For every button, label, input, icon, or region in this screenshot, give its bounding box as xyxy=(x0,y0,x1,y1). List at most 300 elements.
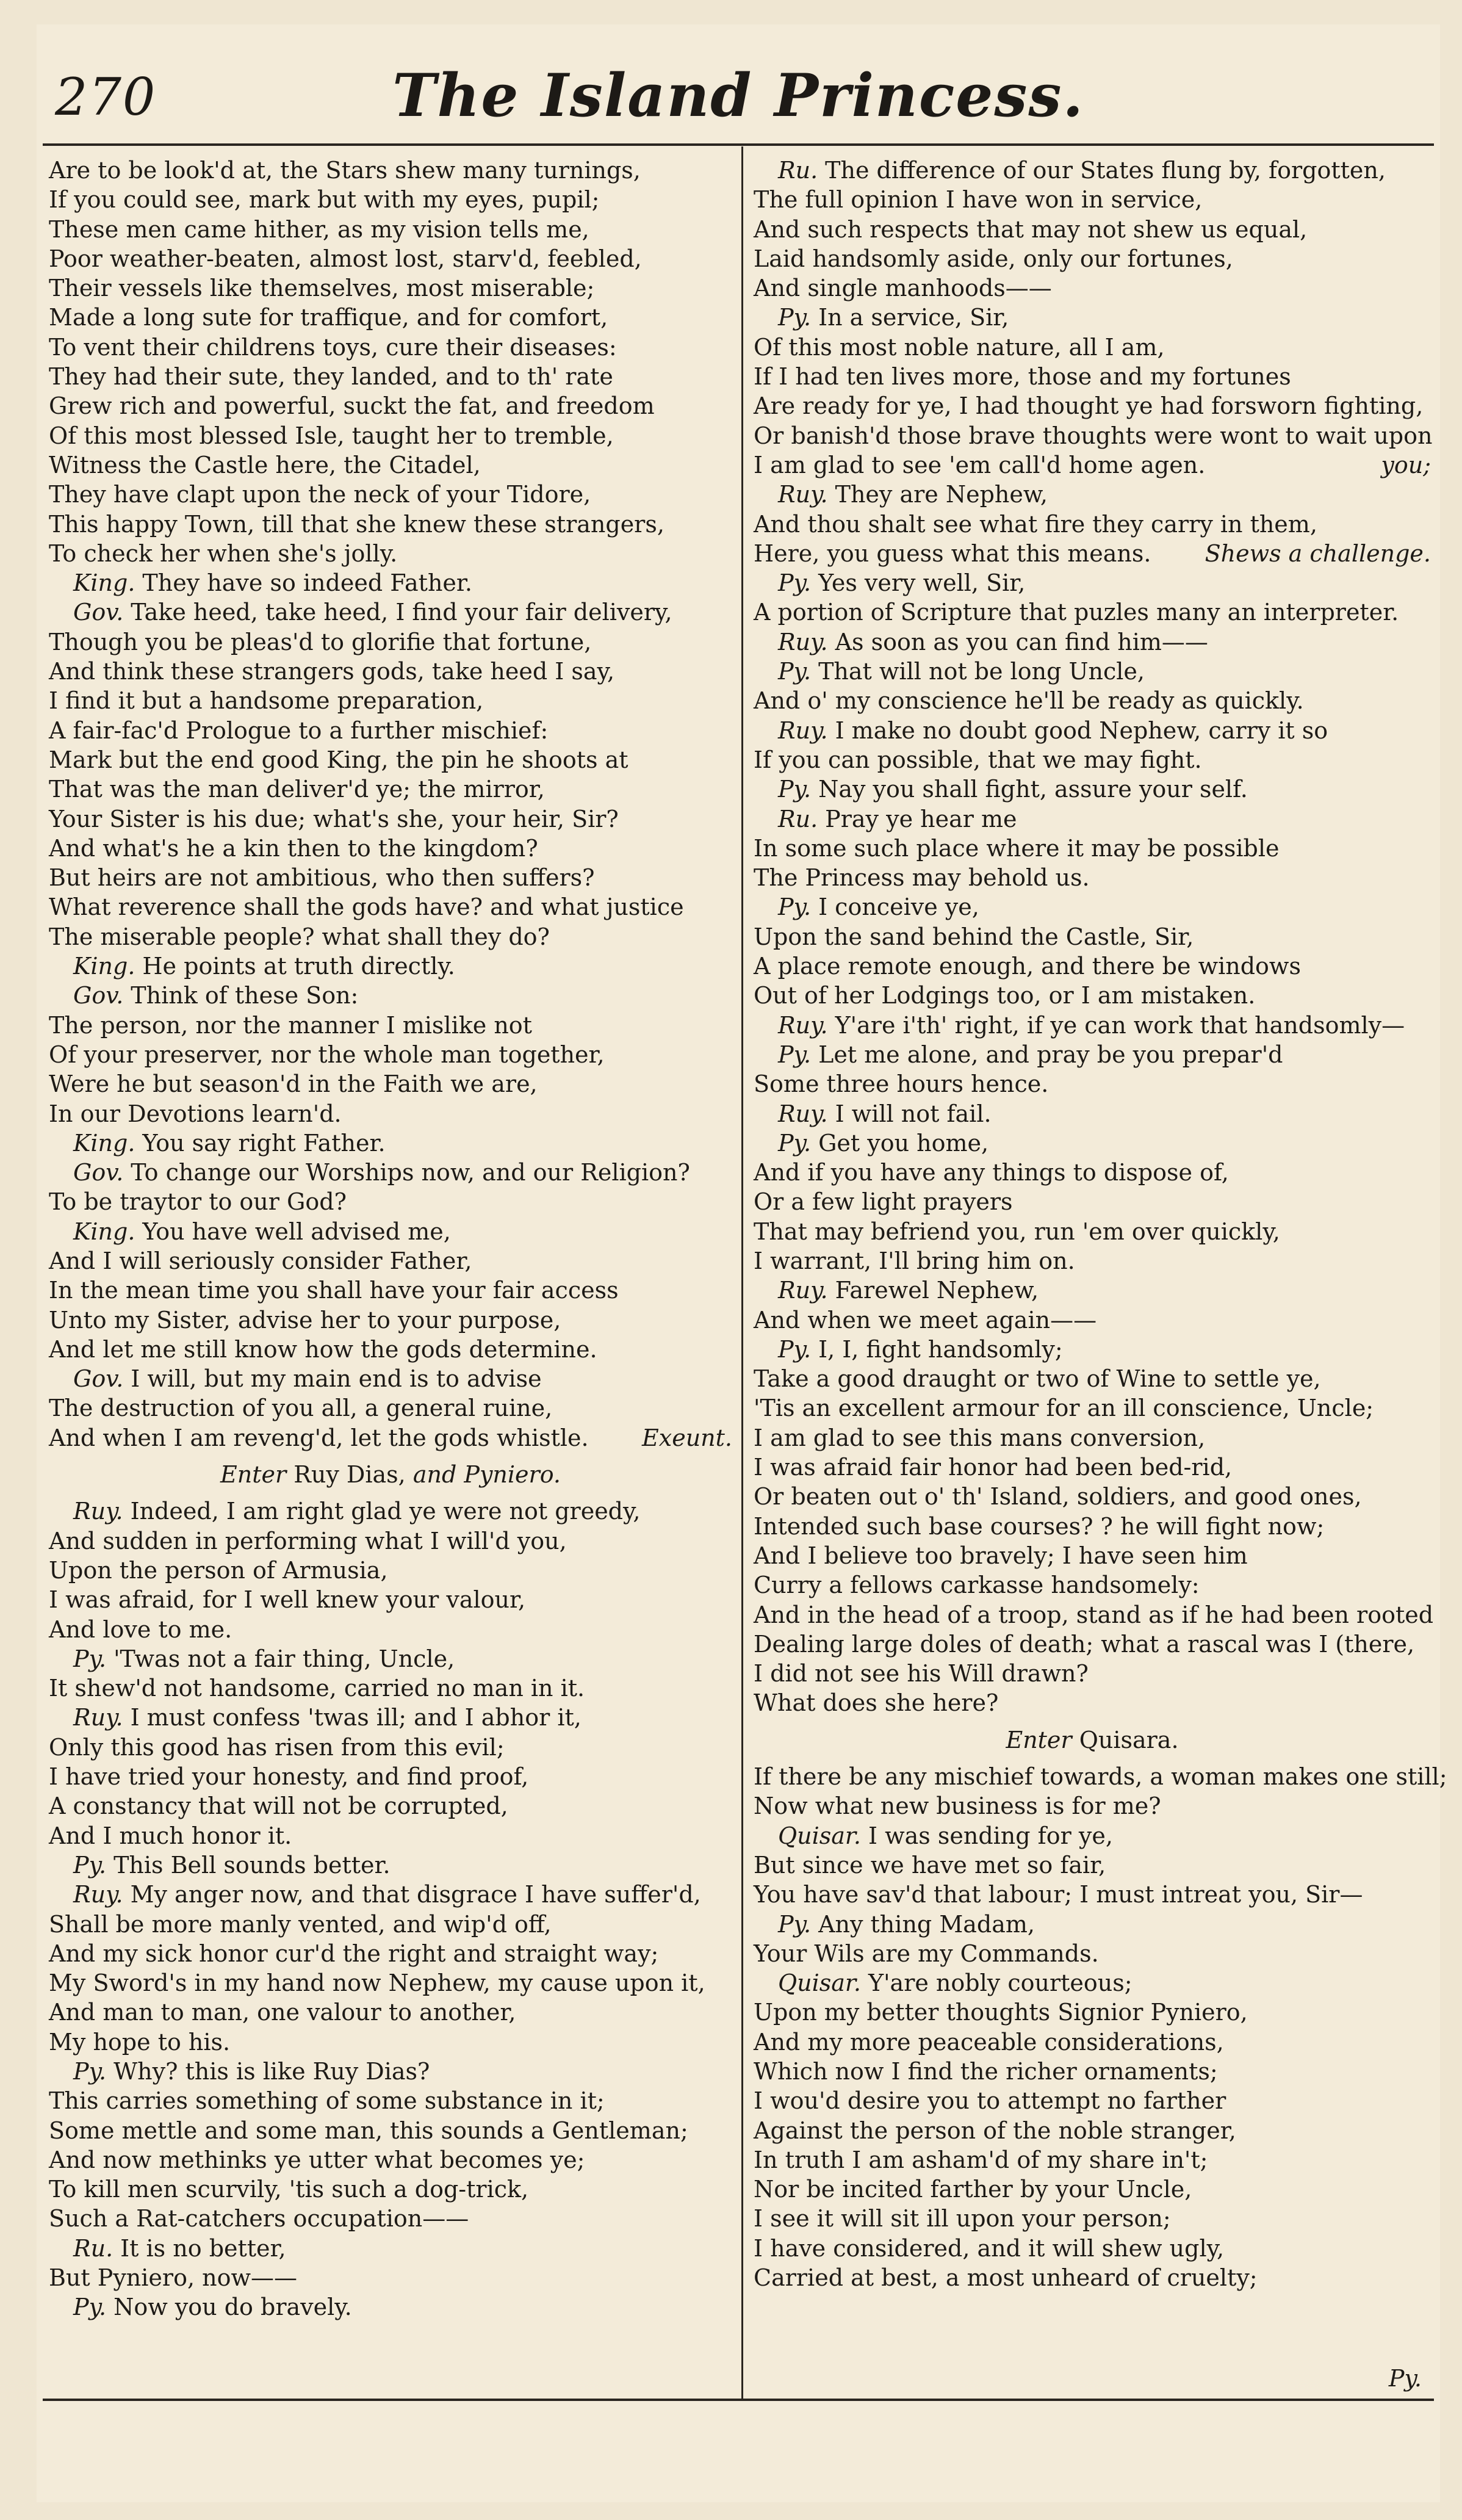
verse-line xyxy=(754,1453,1431,1482)
line-text: I have considered, and it will shew ugly, xyxy=(754,2234,1225,2262)
verse-line xyxy=(49,1040,732,1069)
line-text: They had their sute, they landed, and to th' rate xyxy=(49,363,613,391)
line-text: And I will seriously consider Father, xyxy=(49,1247,472,1274)
verse-line xyxy=(754,2234,1431,2263)
verse-line xyxy=(49,1733,732,1762)
line-text: Any thing Madam, xyxy=(818,1910,1035,1938)
line-text: Such a Rat-catchers occupation—— xyxy=(49,2205,469,2233)
verse-line xyxy=(754,1364,1431,1393)
verse-line xyxy=(49,1128,732,1158)
line-text: Laid handsomly aside, only our fortunes, xyxy=(754,245,1233,272)
book-page xyxy=(37,24,1447,2502)
line-text: My hope to his. xyxy=(49,2028,231,2056)
speaker-name: King. xyxy=(73,953,135,980)
line-text: Poor weather-beaten, almost lost, starv'd, feebled, xyxy=(49,245,642,272)
verse-line xyxy=(49,273,732,303)
line-text: Take a good draught or two of Wine to settle ye, xyxy=(754,1365,1321,1393)
verse-line xyxy=(49,1585,732,1614)
verse-line xyxy=(49,657,732,686)
verse-line xyxy=(754,185,1431,214)
stage-character: Ruy Dias, xyxy=(293,1461,406,1489)
line-text: The person, nor the manner I mislike not xyxy=(49,1011,532,1039)
verse-line xyxy=(754,1998,1431,2027)
speaker-name: Ruy. xyxy=(778,628,828,655)
verse-line xyxy=(754,1217,1431,1246)
line-text: In some such place where it may be possible xyxy=(754,834,1280,862)
speaker-name: Ruy. xyxy=(778,1011,828,1039)
line-text: The miserable people? what shall they do? xyxy=(49,923,550,950)
verse-line xyxy=(754,1762,1447,1791)
speaker-name: Py. xyxy=(73,1851,107,1879)
verse-line xyxy=(754,1821,1431,1850)
verse-line xyxy=(49,627,732,657)
verse-line xyxy=(754,480,1431,509)
line-text: And love to me. xyxy=(49,1616,232,1643)
line-text: Curry a fellows carkasse handsomely: xyxy=(754,1572,1200,1599)
verse-line xyxy=(754,391,1431,421)
line-text: And let me still know how the gods determine. xyxy=(49,1335,597,1363)
verse-line xyxy=(49,716,732,745)
speaker-name: Py. xyxy=(778,894,812,921)
line-text: The full opinion I have won in service, xyxy=(754,186,1203,214)
line-text: Nay you shall fight, assure your self. xyxy=(818,776,1248,803)
line-text: I conceive ye, xyxy=(818,894,979,921)
line-text: This carries something of some substance in it; xyxy=(49,2087,605,2115)
verse-line xyxy=(49,1423,732,1453)
line-text: Which now I find the richer ornaments; xyxy=(754,2058,1218,2085)
stage-character: Quisara. xyxy=(1079,1726,1179,1753)
speaker-name: Py. xyxy=(778,776,812,803)
line-text: Upon the sand behind the Castle, Sir, xyxy=(754,923,1194,950)
verse-line xyxy=(754,568,1431,598)
line-text: Grew rich and powerful, suckt the fat, and freedom xyxy=(49,392,655,420)
verse-line xyxy=(49,981,732,1010)
line-text: Are ready for ye, I had thought ye had forsworn fighting, xyxy=(754,392,1424,420)
verse-line xyxy=(754,1512,1431,1541)
speaker-name: Quisar. xyxy=(778,1969,862,1997)
verse-line xyxy=(49,1099,732,1128)
verse-line xyxy=(754,303,1431,332)
verse-line xyxy=(49,215,732,244)
verse-line xyxy=(49,1850,732,1880)
verse-line xyxy=(754,1850,1431,1880)
line-text: But since we have met so fair, xyxy=(754,1851,1106,1879)
verse-line xyxy=(49,686,732,715)
stage-direction xyxy=(754,1725,1431,1755)
top-rule xyxy=(43,143,1434,146)
speaker-name: King. xyxy=(73,1129,135,1157)
verse-line xyxy=(49,1246,732,1276)
line-text: To change our Worships now, and our Religion? xyxy=(131,1159,690,1186)
verse-line xyxy=(754,510,1431,539)
verse-line xyxy=(754,1791,1431,1821)
line-text: Or banish'd those brave thoughts were wont to wait upon xyxy=(754,422,1433,449)
line-text: To vent their childrens toys, cure their diseases: xyxy=(49,333,617,361)
line-text: Witness the Castle here, the Citadel, xyxy=(49,451,481,478)
verse-line xyxy=(754,774,1431,804)
verse-line xyxy=(49,1910,732,1939)
line-text: He points at truth directly. xyxy=(142,953,455,980)
running-title: The Island Princess. xyxy=(392,61,1084,130)
line-text: And I much honor it. xyxy=(49,1822,292,1849)
line-text: My Sword's in my hand now Nephew, my cause upon it, xyxy=(49,1969,705,1997)
line-text: In truth I am asham'd of my share in't; xyxy=(754,2146,1208,2173)
verse-line xyxy=(754,1910,1431,1939)
verse-line xyxy=(754,1069,1431,1099)
verse-line xyxy=(49,1496,732,1526)
verse-line xyxy=(754,598,1431,627)
marginal-direction: you; xyxy=(1381,451,1431,478)
line-text: The difference of our States flung by, forgotten, xyxy=(825,157,1386,184)
verse-line xyxy=(49,2234,732,2263)
verse-line xyxy=(754,1541,1431,1570)
verse-line xyxy=(49,1364,732,1393)
speaker-name: Py. xyxy=(778,1129,812,1157)
verse-line xyxy=(49,1998,732,2027)
line-text: I will not fail. xyxy=(835,1100,992,1127)
line-text: I must confess 'twas ill; and I abhor it, xyxy=(130,1704,582,1731)
line-text: In a service, Sir, xyxy=(818,304,1009,331)
speaker-name: Ru. xyxy=(778,805,818,832)
verse-line xyxy=(754,686,1431,715)
verse-line xyxy=(754,156,1431,185)
verse-line xyxy=(49,2057,732,2086)
verse-line xyxy=(754,1158,1431,1187)
verse-line xyxy=(754,1246,1431,1276)
verse-line xyxy=(754,421,1431,450)
line-text: I warrant, I'll bring him on. xyxy=(754,1247,1075,1274)
verse-line xyxy=(754,1393,1431,1423)
line-text: I am glad to see 'em call'd home agen. xyxy=(754,451,1206,478)
line-text: Carried at best, a most unheard of cruelty; xyxy=(754,2264,1258,2292)
verse-line xyxy=(754,2175,1431,2204)
line-text: My anger now, and that disgrace I have suffer'd, xyxy=(130,1881,701,1908)
marginal-direction: Exeunt. xyxy=(642,1424,732,1451)
verse-line xyxy=(49,391,732,421)
line-text: Upon my better thoughts Signior Pyniero, xyxy=(754,1999,1248,2026)
verse-line xyxy=(49,510,732,539)
verse-line xyxy=(49,185,732,214)
verse-line xyxy=(49,1880,732,1909)
verse-line xyxy=(49,1968,732,1998)
verse-line xyxy=(754,1968,1431,1998)
line-text: 'Twas not a fair thing, Uncle, xyxy=(113,1645,455,1672)
verse-line xyxy=(49,1526,732,1556)
verse-line xyxy=(49,804,732,834)
speaker-name: Ruy. xyxy=(778,717,828,744)
line-text: I was sending for ye, xyxy=(868,1822,1113,1849)
verse-line xyxy=(754,716,1431,745)
line-text: Why? this is like Ruy Dias? xyxy=(113,2058,430,2085)
verse-line xyxy=(49,2175,732,2204)
line-text: Upon the person of Armusia, xyxy=(49,1556,388,1584)
verse-line xyxy=(754,2086,1431,2115)
verse-line xyxy=(49,1393,732,1423)
speaker-name: Py. xyxy=(73,2294,107,2321)
line-text: These men came hither, as my vision tells me, xyxy=(49,215,589,243)
verse-line xyxy=(754,1276,1431,1305)
line-text: And such respects that may not shew us equal, xyxy=(754,215,1308,243)
line-text: And my more peaceable considerations, xyxy=(754,2028,1224,2056)
line-text: To kill men scurvily, 'tis such a dog-trick, xyxy=(49,2176,529,2203)
line-text: Indeed, I am right glad ye were not greedy, xyxy=(130,1498,641,1525)
line-text: And single manhoods—— xyxy=(754,275,1052,302)
verse-line xyxy=(754,2204,1431,2233)
verse-line xyxy=(49,834,732,863)
verse-line xyxy=(49,1821,732,1850)
line-text: Shall be more manly vented, and wip'd off, xyxy=(49,1910,552,1938)
line-text: It shew'd not handsome, carried no man in it. xyxy=(49,1675,585,1702)
verse-line xyxy=(49,1791,732,1821)
verse-line xyxy=(49,1305,732,1335)
speaker-name: Ru. xyxy=(778,157,818,184)
line-text: A fair-fac'd Prologue to a further mischief: xyxy=(49,717,549,744)
verse-line xyxy=(754,745,1431,774)
verse-line xyxy=(49,156,732,185)
line-text: In our Devotions learn'd. xyxy=(49,1100,342,1127)
verse-line xyxy=(49,2027,732,2057)
verse-line xyxy=(49,2145,732,2175)
line-text: And o' my conscience he'll be ready as quickly. xyxy=(754,687,1304,715)
verse-line xyxy=(754,2057,1431,2086)
speaker-name: Py. xyxy=(778,1041,812,1068)
line-text: It is no better, xyxy=(120,2234,286,2262)
line-text: And if you have any things to dispose of, xyxy=(754,1159,1229,1186)
verse-line xyxy=(754,863,1431,892)
verse-line xyxy=(49,1011,732,1040)
verse-line xyxy=(754,1570,1431,1600)
verse-line xyxy=(754,2263,1431,2292)
verse-line xyxy=(754,362,1431,391)
line-text: To be traytor to our God? xyxy=(49,1188,347,1216)
line-text: That will not be long Uncle, xyxy=(818,658,1145,685)
verse-line xyxy=(49,480,732,509)
verse-line xyxy=(754,951,1431,981)
line-text: Against the person of the noble stranger, xyxy=(754,2117,1236,2144)
stage-enter: Enter xyxy=(220,1461,287,1489)
line-text: What does she here? xyxy=(754,1689,999,1717)
line-text: Unto my Sister, advise her to your purpose, xyxy=(49,1306,561,1334)
verse-line xyxy=(754,2116,1431,2145)
verse-line xyxy=(49,1187,732,1216)
verse-line xyxy=(49,951,732,981)
line-text: I will, but my main end is to advise xyxy=(131,1365,542,1393)
verse-line xyxy=(49,1615,732,1644)
speaker-name: Gov. xyxy=(73,1159,124,1186)
line-text: I see it will sit ill upon your person; xyxy=(754,2205,1171,2233)
verse-line xyxy=(49,863,732,892)
line-text: What reverence shall the gods have? and what justice xyxy=(49,894,684,921)
line-text: Let me alone, and pray be you prepar'd xyxy=(818,1041,1283,1068)
line-text: I was afraid, for I well knew your valour, xyxy=(49,1586,526,1614)
line-text: Here, you guess what this means. xyxy=(754,540,1151,567)
verse-line xyxy=(49,2292,732,2322)
page-header xyxy=(43,49,1434,140)
verse-line xyxy=(49,539,732,568)
line-text: Now what new business is for me? xyxy=(754,1793,1161,1820)
line-text: A portion of Scripture that puzles many an interpreter. xyxy=(754,599,1399,626)
stage-enter: Enter xyxy=(1006,1726,1072,1753)
verse-line xyxy=(754,1335,1431,1364)
verse-line xyxy=(754,1880,1431,1909)
line-text: But Pyniero, now—— xyxy=(49,2264,297,2292)
line-text: Y'are i'th' right, if ye can work that handsomly— xyxy=(835,1011,1405,1039)
verse-line xyxy=(49,1276,732,1305)
verse-line xyxy=(754,892,1431,922)
line-text: And sudden in performing what I will'd you, xyxy=(49,1527,567,1554)
speaker-name: Gov. xyxy=(73,982,124,1009)
verse-line xyxy=(49,1158,732,1187)
verse-line xyxy=(754,1423,1431,1453)
speaker-name: Quisar. xyxy=(778,1822,862,1849)
line-text: I find it but a handsome preparation, xyxy=(49,687,484,715)
verse-line xyxy=(754,333,1431,362)
line-text: You have well advised me, xyxy=(142,1218,451,1245)
verse-line xyxy=(754,1659,1431,1688)
line-text: They have clapt upon the neck of your Tidore, xyxy=(49,481,591,508)
line-text: And think these strangers gods, take heed I say, xyxy=(49,658,615,685)
verse-line xyxy=(49,1556,732,1585)
verse-line xyxy=(754,450,1431,480)
stage-rest: and Pyniero. xyxy=(412,1461,561,1489)
verse-line xyxy=(754,1040,1431,1069)
line-text: The Princess may behold us. xyxy=(754,864,1090,892)
catchword: Py. xyxy=(1388,2365,1422,2392)
line-text: Pray ye hear me xyxy=(825,805,1017,832)
line-text: They are Nephew, xyxy=(835,481,1048,508)
line-text: Of this most blessed Isle, taught her to tremble, xyxy=(49,422,614,449)
verse-line xyxy=(49,2263,732,2292)
verse-line xyxy=(754,1939,1431,1968)
line-text: And thou shalt see what fire they carry in them, xyxy=(754,510,1317,538)
line-text: Now you do bravely. xyxy=(113,2294,352,2321)
verse-line xyxy=(49,303,732,332)
verse-line xyxy=(754,1630,1431,1659)
line-text: In the mean time you shall have your fair access xyxy=(49,1277,619,1304)
line-text: This Bell sounds better. xyxy=(113,1851,391,1879)
verse-line xyxy=(754,981,1431,1010)
line-text: Farewel Nephew, xyxy=(835,1277,1039,1304)
line-text: And in the head of a troop, stand as if he had been rooted xyxy=(754,1601,1434,1628)
line-text: If I had ten lives more, those and my fortunes xyxy=(754,363,1291,391)
verse-line xyxy=(754,1187,1431,1216)
verse-line xyxy=(754,273,1431,303)
verse-line xyxy=(49,2116,732,2145)
speaker-name: King. xyxy=(73,569,135,597)
line-text: Intended such base courses? ? he will fight now; xyxy=(754,1512,1325,1540)
verse-line xyxy=(754,244,1431,273)
line-text: Are to be look'd at, the Stars shew many turnings, xyxy=(49,157,641,184)
line-text: I did not see his Will drawn? xyxy=(754,1660,1089,1688)
verse-line xyxy=(754,1011,1431,1040)
line-text: But heirs are not ambitious, who then suffers? xyxy=(49,864,595,892)
speaker-name: Py. xyxy=(778,658,812,685)
line-text: Or beaten out o' th' Island, soldiers, and good ones, xyxy=(754,1483,1362,1511)
verse-line xyxy=(754,804,1431,834)
line-text: Their vessels like themselves, most miserable; xyxy=(49,275,595,302)
line-text: And when we meet again—— xyxy=(754,1306,1097,1334)
line-text: Though you be pleas'd to glorifie that fortune, xyxy=(49,628,592,655)
verse-line xyxy=(49,1644,732,1673)
line-text: This happy Town, till that she knew these strangers, xyxy=(49,510,664,538)
line-text: Of this most noble nature, all I am, xyxy=(754,333,1165,361)
verse-line xyxy=(49,333,732,362)
verse-line xyxy=(754,1600,1434,1630)
line-text: Out of her Lodgings too, or I am mistaken. xyxy=(754,982,1256,1009)
line-text: And man to man, one valour to another, xyxy=(49,1999,516,2026)
speaker-name: Py. xyxy=(73,2058,107,2085)
line-text: Take heed, take heed, I find your fair delivery, xyxy=(131,599,672,626)
verse-line xyxy=(49,1703,732,1732)
line-text: Or a few light prayers xyxy=(754,1188,1013,1216)
bottom-rule xyxy=(43,2399,1434,2401)
verse-line xyxy=(49,922,732,951)
line-text: Were he but season'd in the Faith we are, xyxy=(49,1070,538,1098)
speaker-name: King. xyxy=(73,1218,135,1245)
verse-line xyxy=(754,922,1431,951)
left-column xyxy=(49,156,732,2322)
line-text: A constancy that will not be corrupted, xyxy=(49,1793,508,1820)
verse-line xyxy=(49,745,732,774)
line-text: Nor be incited farther by your Uncle, xyxy=(754,2176,1192,2203)
speaker-name: Py. xyxy=(778,569,812,597)
verse-line xyxy=(754,834,1431,863)
verse-line xyxy=(49,1069,732,1099)
verse-line xyxy=(49,244,732,273)
speaker-name: Py. xyxy=(778,1910,812,1938)
page-number: 270 xyxy=(55,67,157,127)
speaker-name: Ruy. xyxy=(778,1277,828,1304)
line-text: A place remote enough, and there be windows xyxy=(754,953,1301,980)
line-text: I, I, fight handsomly; xyxy=(818,1335,1063,1363)
line-text: Your Sister is his due; what's she, your heir, Sir? xyxy=(49,805,619,832)
line-text: And now methinks ye utter what becomes ye; xyxy=(49,2146,585,2173)
verse-line xyxy=(754,1128,1431,1158)
verse-line xyxy=(49,421,732,450)
speaker-name: Py. xyxy=(778,304,812,331)
verse-line xyxy=(49,774,732,804)
line-text: Of your preserver, nor the whole man together, xyxy=(49,1041,605,1068)
verse-line xyxy=(49,1335,732,1364)
line-text: If you could see, mark but with my eyes, pupil; xyxy=(49,186,600,214)
line-text: And what's he a kin then to the kingdom? xyxy=(49,834,538,862)
speaker-name: Ruy. xyxy=(73,1498,123,1525)
column-divider xyxy=(741,146,743,2399)
line-text: If you can possible, that we may fight. xyxy=(754,746,1202,773)
verse-line xyxy=(49,450,732,480)
verse-line xyxy=(49,1939,732,1968)
line-text: As soon as you can find him—— xyxy=(835,628,1208,655)
line-text: That may befriend you, run 'em over quickly, xyxy=(754,1218,1280,1245)
verse-line xyxy=(754,2027,1431,2057)
verse-line xyxy=(49,2204,732,2233)
verse-line xyxy=(754,1688,1431,1717)
right-column xyxy=(754,156,1447,2292)
verse-line xyxy=(754,627,1431,657)
line-text: Some mettle and some man, this sounds a Gentleman; xyxy=(49,2117,688,2144)
line-text: You say right Father. xyxy=(142,1129,386,1157)
line-text: I make no doubt good Nephew, carry it so xyxy=(835,717,1328,744)
line-text: That was the man deliver'd ye; the mirror, xyxy=(49,776,545,803)
verse-line xyxy=(49,568,732,598)
line-text: Made a long sute for traffique, and for comfort, xyxy=(49,304,608,331)
marginal-direction: Shews a challenge. xyxy=(1205,540,1431,567)
line-text: Dealing large doles of death; what a rascal was I (there, xyxy=(754,1630,1415,1658)
line-text: The destruction of you all, a general ruine, xyxy=(49,1395,553,1422)
line-text: I have tried your honesty, and find proof, xyxy=(49,1763,529,1791)
verse-line xyxy=(754,1305,1431,1335)
line-text: I am glad to see this mans conversion, xyxy=(754,1424,1206,1451)
